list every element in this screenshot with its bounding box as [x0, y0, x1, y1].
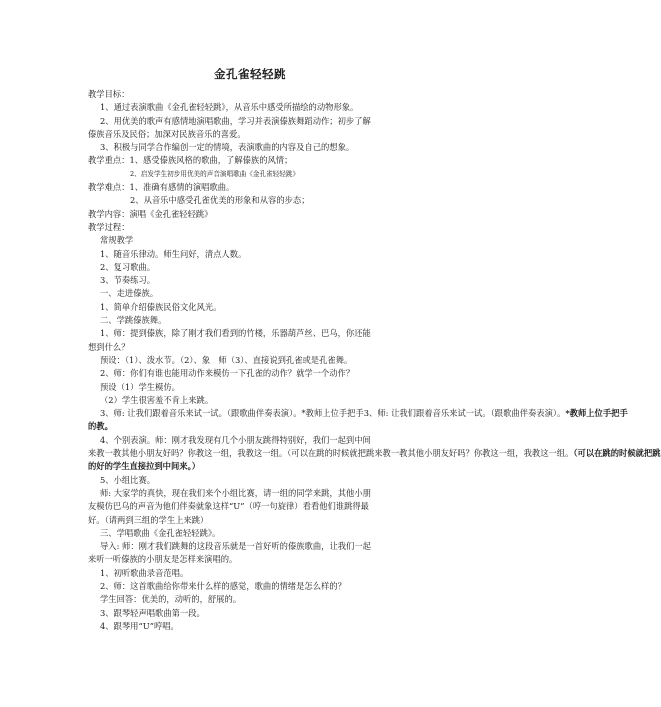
body-line: 想到什么？ [88, 341, 130, 352]
body-line: 2、复习歌曲。 [100, 261, 156, 272]
body-line: 导入: 师：刚才我们跳舞的这段音乐就是一首好听的傣族歌曲，让我们一起 [100, 541, 371, 552]
body-line: 来教一教其他小朋友好吗？你教这一组，我教这一组。（可以在跳的时候就把跳来教一教其他小朋友好吗？你教这一组，我教这一组。（可以在跳的时候就把跳 [88, 448, 661, 459]
body-line: 2、师：你们有谁也能用动作来模仿一下孔雀的动作？就学一个动作？ [100, 368, 355, 379]
body-line: 4、跟琴用“U”哼唱。 [100, 620, 179, 631]
body-line: 3、师: 让我们跟着音乐来试一试。（跟歌曲伴奏表演）。*教师上位手把手3、师: 让我们跟着音乐来试一试。（跟歌曲伴奏表演）。*教师上位手把手 [100, 408, 628, 419]
body-line: 3、跟琴轻声唱歌曲第一段。 [100, 607, 205, 618]
body-line: 教学重点：1、感受傣族风格的歌曲，了解傣族的风情； [88, 155, 293, 166]
body-line: 的好的学生直接拉到中间来。） [88, 461, 201, 472]
body-line: 2、从音乐中感受孔雀优美的形象和从容的步态； [130, 195, 310, 206]
document-title: 金孔雀轻轻跳 [214, 67, 286, 81]
body-line: 教学过程： [88, 221, 130, 232]
body-line: 1、师：提到傣族，除了刚才我们看到的竹楼，乐器葫芦丝、巴乌，你还能 [100, 328, 371, 339]
body-line: 2、启发学生初步用优美的声音演唱歌曲《金孔雀轻轻跳》 [130, 169, 300, 178]
body-line: 傣族音乐及民俗；加深对民族音乐的喜爱。 [88, 128, 246, 139]
body-line: 预设（1）学生模仿。 [100, 381, 180, 392]
body-line-emphasis: （可以在跳的时候就把跳 [573, 448, 661, 459]
body-line: 3、积极与同学合作编创一定的情境，表演歌曲的内容及自己的想象。 [100, 142, 355, 153]
body-line: 1、简单介绍傣族民俗文化风光。 [100, 301, 222, 312]
body-line: 1、随音乐律动。师生问好，清点人数。 [100, 248, 247, 259]
body-line: （2）学生很害羞不肯上来跳。 [100, 394, 214, 405]
body-line: 常规教学 [100, 235, 134, 246]
body-line-text: 3、师: 让我们跟着音乐来试一试。（跟歌曲伴奏表演）。 [363, 408, 566, 419]
body-line: 4、个别表演。师：刚才我发现有几个小朋友跳得特别好，我们一起到中间 [100, 434, 371, 445]
body-line: 2、用优美的歌声有感情地演唱歌曲，学习并表演傣族舞蹈动作；初步了解 [100, 115, 371, 126]
body-line: 的教。 [88, 421, 113, 432]
body-line: 2、师：这首歌曲给你带来什么样的感觉，歌曲的情绪是怎么样的？ [100, 580, 346, 591]
body-line: 友模仿巴乌的声音为他们伴奏就象这样“U”（哼一句旋律）看看他们谁跳得最 [88, 501, 369, 512]
body-line: 二、学跳傣族舞。 [100, 315, 167, 326]
body-line-text: 来教一教其他小朋友好吗？你教这一组，我教这一组。 [374, 448, 574, 459]
body-line: 3、节奏练习。 [100, 275, 156, 286]
body-line: 教学内容：演唱《金孔雀轻轻跳》 [88, 208, 213, 219]
body-line: 5、小组比赛。 [100, 474, 156, 485]
body-line: 1、通过表演歌曲《金孔雀轻轻跳》，从音乐中感受所描绘的动物形象。 [100, 102, 359, 113]
body-line: 预设：（1）、泼水节。（2）、象 师（3）、直接说到孔雀或是孔雀舞。 [100, 354, 353, 365]
body-line: 好。（请两到三组的学生上来跳） [88, 514, 209, 525]
body-line: 师: 大家学的真快，现在我们来个小组比赛，请一组的同学来跳，其他小朋 [100, 487, 371, 498]
body-line: 1、初听歌曲录音范唱。 [100, 567, 189, 578]
body-line: 教学难点：1、准确有感情的演唱歌曲。 [88, 182, 235, 193]
body-line: 来听一听傣族的小朋友是怎样来演唱的。 [88, 554, 238, 565]
body-line-emphasis: *教师上位手把手 [565, 408, 628, 419]
body-line: 学生回答：优美的，动听的，舒展的。 [100, 594, 242, 605]
body-line: 一、走进傣族。 [100, 288, 159, 299]
document-body [88, 88, 661, 633]
body-line: 三、学唱歌曲《金孔雀轻轻跳》。 [100, 527, 221, 538]
body-line: 教学目标： [88, 89, 130, 99]
